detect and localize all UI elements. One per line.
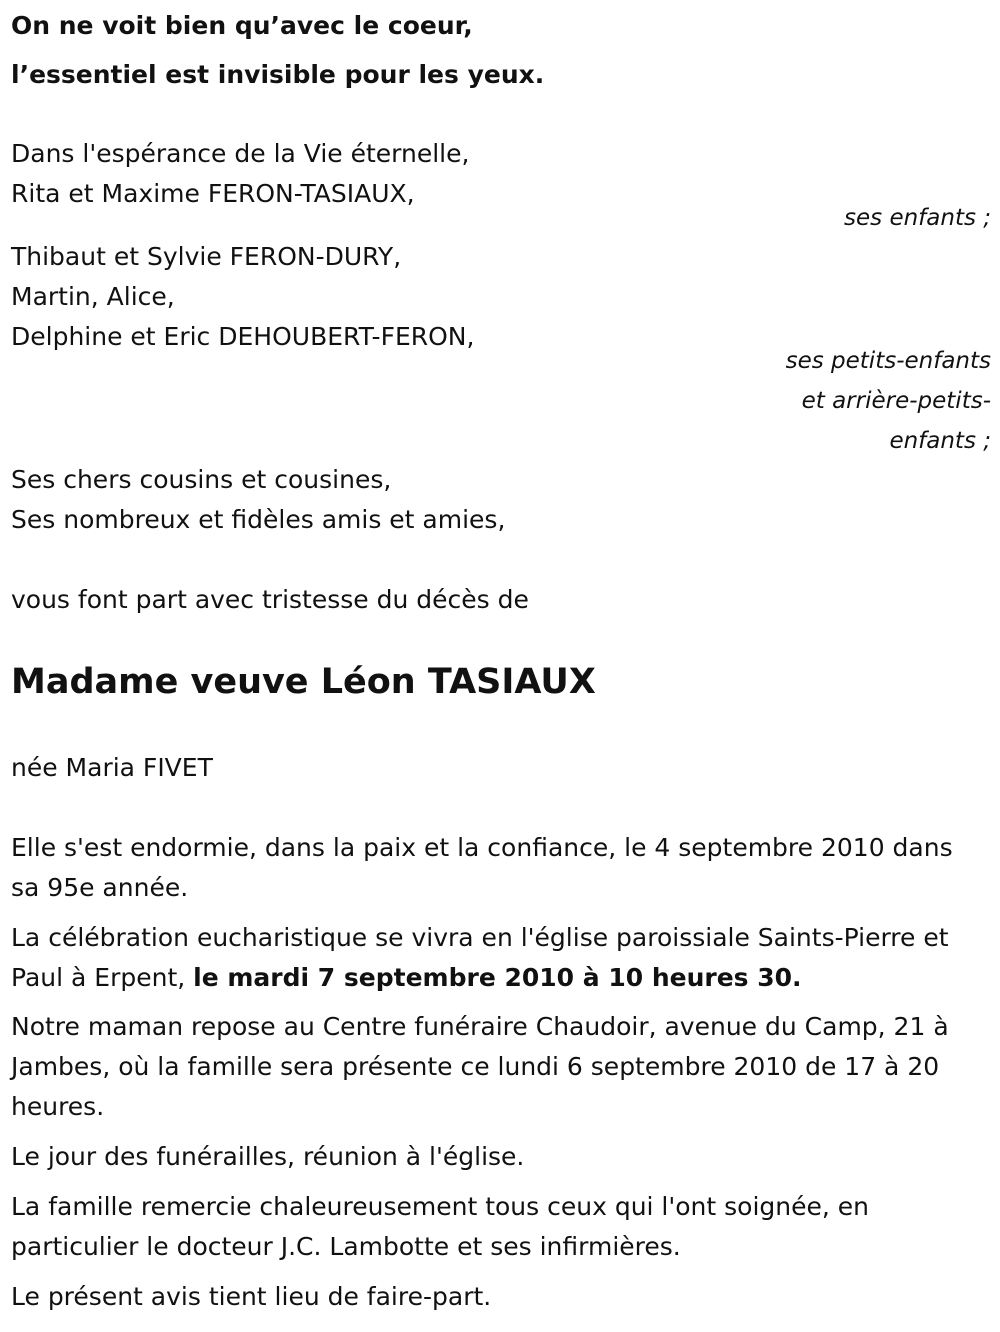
notice-paragraph: Le présent avis tient lieu de faire-part. — [11, 1282, 492, 1311]
cousins-line: Ses chers cousins et cousines, — [11, 465, 392, 494]
deceased-name: Madame veuve Léon TASIAUX — [11, 662, 596, 702]
friends-line: Ses nombreux et fidèles amis et amies, — [11, 505, 506, 534]
children-role: ses enfants ; — [844, 205, 991, 231]
grandchildren-role-line: ses petits-enfants — [785, 348, 991, 374]
birth-name: née Maria FIVET — [11, 753, 213, 782]
ceremony-text: La célébration eucharistique se vivra en l'église paroissiale Saints-Pierre et Paul à Erpent, — [11, 923, 949, 992]
grandchildren-line: Delphine et Eric DEHOUBERT-FERON, — [11, 322, 475, 351]
children-names: Rita et Maxime FERON-TASIAUX, — [11, 179, 415, 208]
death-paragraph: Elle s'est endormie, dans la paix et la confiance, le 4 septembre 2010 dans sa 95e année. — [11, 833, 953, 902]
announcement-line: vous font part avec tristesse du décès de — [11, 585, 529, 614]
grandchildren-line: Martin, Alice, — [11, 282, 175, 311]
grandchildren-line: Thibaut et Sylvie FERON-DURY, — [11, 242, 402, 271]
quote-line-2: l’essentiel est invisible pour les yeux. — [11, 60, 545, 89]
grandchildren-role-line: enfants ; — [889, 428, 991, 454]
ceremony-date: le mardi 7 septembre 2010 à 10 heures 30. — [193, 963, 802, 992]
hope-intro: Dans l'espérance de la Vie éternelle, — [11, 139, 470, 168]
rest-paragraph: Notre maman repose au Centre funéraire Chaudoir, avenue du Camp, 21 à Jambes, où la famille sera présente ce lundi 6 septembre 2010 de 17 à 20 heures. — [11, 1012, 949, 1121]
meeting-paragraph: Le jour des funérailles, réunion à l'église. — [11, 1142, 525, 1171]
grandchildren-role-line: et arrière-petits- — [801, 388, 991, 414]
thanks-paragraph: La famille remercie chaleureusement tous ceux qui l'ont soignée, en particulier le docteur J.C. Lambotte et ses infirmières. — [11, 1192, 869, 1261]
ceremony-paragraph — [11, 918, 986, 998]
quote-line-1: On ne voit bien qu’avec le coeur, — [11, 11, 473, 40]
